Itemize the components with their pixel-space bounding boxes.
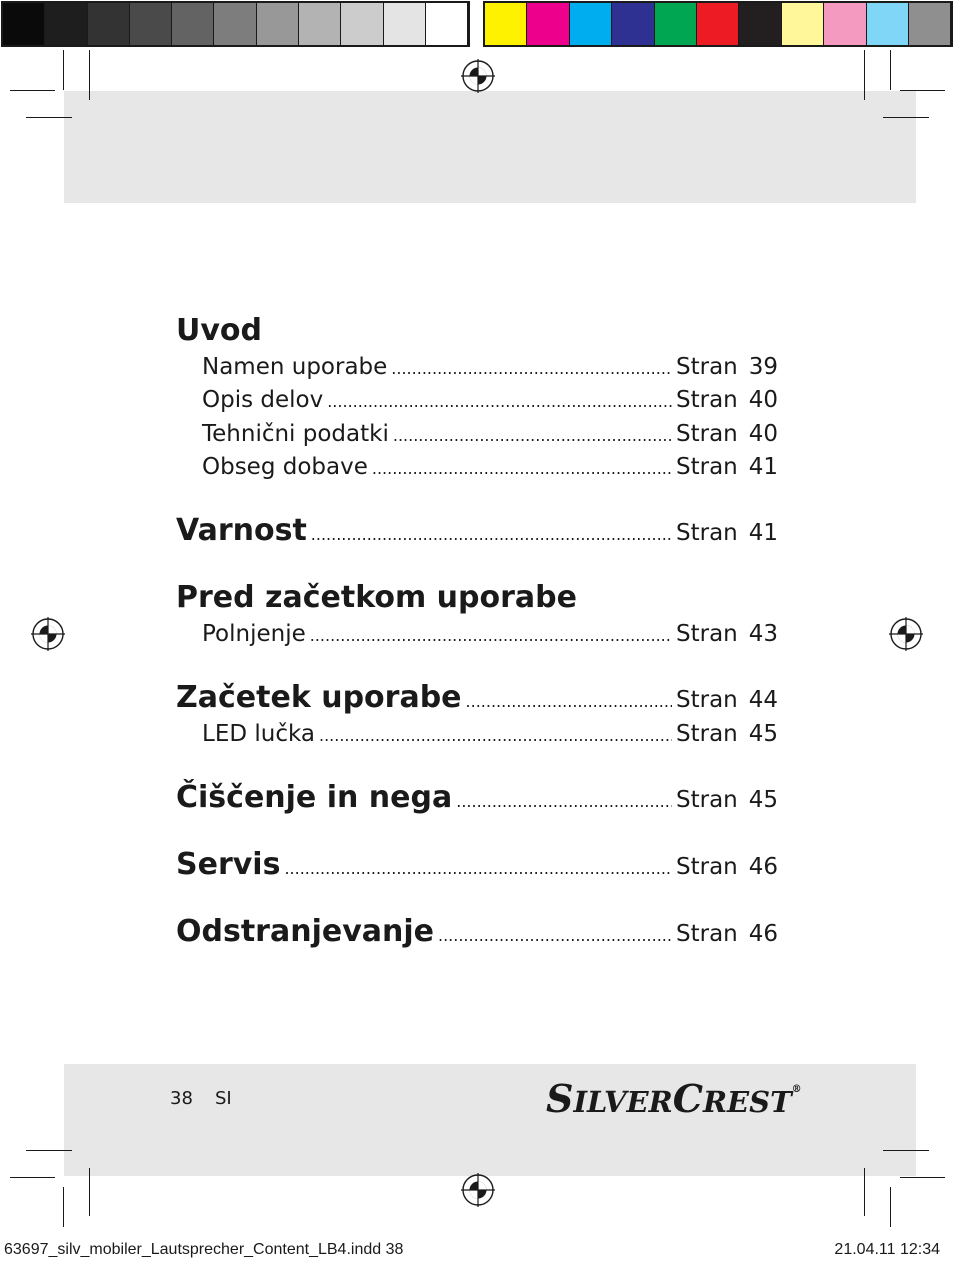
toc-entry-label: Namen uporabe (202, 354, 388, 380)
color-swatch (655, 3, 697, 45)
color-swatch (612, 3, 654, 45)
dot-leader (319, 726, 672, 745)
registration-mark-icon (31, 617, 65, 651)
section-heading-servis: Servis (176, 847, 281, 882)
dot-leader (372, 459, 672, 478)
toc-entry-page-word: Stran (676, 721, 738, 747)
dot-leader (456, 792, 672, 811)
toc-entry (202, 387, 778, 413)
color-swatch (739, 3, 781, 45)
header-band (64, 91, 916, 203)
color-swatch (485, 3, 527, 45)
crop-mark (864, 50, 865, 100)
section-heading-zacetek-uporabe: Začetek uporabe (176, 680, 462, 715)
section-heading-odstranjevanje: Odstranjevanje (176, 914, 434, 949)
toc-entry-label: Polnjenje (202, 621, 306, 647)
toc-entry-label: LED lučka (202, 721, 315, 747)
crop-mark (89, 1168, 90, 1216)
color-swatch (527, 3, 569, 45)
toc-entry-page-number: 43 (748, 621, 778, 647)
crop-mark (900, 1177, 945, 1178)
registration-mark-icon (889, 617, 923, 651)
section-heading-varnost: Varnost (176, 513, 307, 548)
dot-leader (284, 859, 672, 878)
page-number: 38 (170, 1088, 193, 1109)
toc-entry-page-word: Stran (676, 621, 738, 647)
dot-leader (438, 926, 672, 945)
color-swatch (88, 3, 130, 45)
color-swatch (426, 3, 468, 45)
toc-entry (202, 454, 778, 480)
color-swatch (697, 3, 739, 45)
color-swatch (45, 3, 87, 45)
toc-entry-label: Tehnični podatki (202, 421, 389, 447)
language-code: SI (215, 1088, 232, 1109)
crop-mark (26, 117, 72, 118)
date-time-slug: 21.04.11 12:34 (834, 1241, 940, 1258)
crop-mark (63, 1187, 64, 1227)
dot-leader (391, 359, 672, 378)
crop-mark (26, 1150, 72, 1151)
section-heading-pred-zacetkom-uporabe: Pred začetkom uporabe (176, 580, 577, 615)
toc-entry-label: Obseg dobave (202, 454, 368, 480)
crop-mark (89, 50, 90, 100)
toc-entry-page-word: Stran (676, 421, 738, 447)
color-swatch (384, 3, 426, 45)
color-swatch (214, 3, 256, 45)
toc-entry (202, 354, 778, 380)
toc-entry-page-word: Stran (676, 687, 738, 713)
toc-entry (202, 621, 778, 647)
color-swatch (130, 3, 172, 45)
registration-mark-icon (461, 59, 495, 93)
toc-entry-page-number: 45 (748, 787, 778, 813)
registration-mark-icon (461, 1173, 495, 1207)
toc-entry-page-number: 41 (748, 520, 778, 546)
color-swatch (172, 3, 214, 45)
toc-main-entry (176, 847, 778, 882)
toc-entry-page-number: 44 (748, 687, 778, 713)
color-swatch (3, 3, 45, 45)
dot-leader (327, 392, 672, 411)
toc-entry-page-number: 46 (748, 921, 778, 947)
toc-entry-page-number: 40 (748, 387, 778, 413)
color-swatch (782, 3, 824, 45)
color-swatch (257, 3, 299, 45)
process-color-bar (483, 1, 953, 47)
toc-main-entry (176, 513, 778, 548)
toc-main-entry (176, 780, 778, 815)
color-swatch (299, 3, 341, 45)
section-heading-ciscenje-in-nega: Čiščenje in nega (176, 780, 453, 815)
crop-mark (10, 90, 55, 91)
toc-entry-page-word: Stran (676, 787, 738, 813)
toc-entry (202, 421, 778, 447)
crop-mark (883, 1150, 929, 1151)
toc-main-entry (176, 914, 778, 949)
dot-leader (466, 692, 672, 711)
color-swatch (341, 3, 383, 45)
toc-entry-page-word: Stran (676, 921, 738, 947)
section-heading-uvod: Uvod (176, 313, 263, 348)
crop-mark (10, 1177, 55, 1178)
toc-entry (202, 721, 778, 747)
crop-mark (900, 90, 945, 91)
toc-entry-page-word: Stran (676, 387, 738, 413)
crop-mark (63, 50, 64, 90)
toc-main-entry (176, 680, 778, 715)
toc-entry-page-word: Stran (676, 454, 738, 480)
file-slug: 63697_silv_mobiler_Lautsprecher_Content_LB4.indd 38 (4, 1241, 404, 1258)
color-swatch (570, 3, 612, 45)
color-swatch (867, 3, 909, 45)
toc-entry-page-word: Stran (676, 854, 738, 880)
brand-logo: SILVERCREST® (546, 1076, 802, 1121)
crop-mark (890, 50, 891, 90)
dot-leader (311, 525, 672, 544)
dot-leader (393, 426, 672, 445)
color-swatch (909, 3, 951, 45)
toc-entry-page-number: 41 (748, 454, 778, 480)
toc-entry-page-word: Stran (676, 520, 738, 546)
grayscale-color-bar (1, 1, 470, 47)
toc-entry-page-number: 39 (748, 354, 778, 380)
color-swatch (824, 3, 866, 45)
crop-mark (864, 1168, 865, 1216)
crop-mark (890, 1187, 891, 1227)
toc-entry-page-number: 45 (748, 721, 778, 747)
toc-entry-page-word: Stran (676, 354, 738, 380)
toc-entry-page-number: 46 (748, 854, 778, 880)
toc-entry-label: Opis delov (202, 387, 324, 413)
dot-leader (310, 626, 672, 645)
toc-entry-page-number: 40 (748, 421, 778, 447)
crop-mark (883, 117, 929, 118)
